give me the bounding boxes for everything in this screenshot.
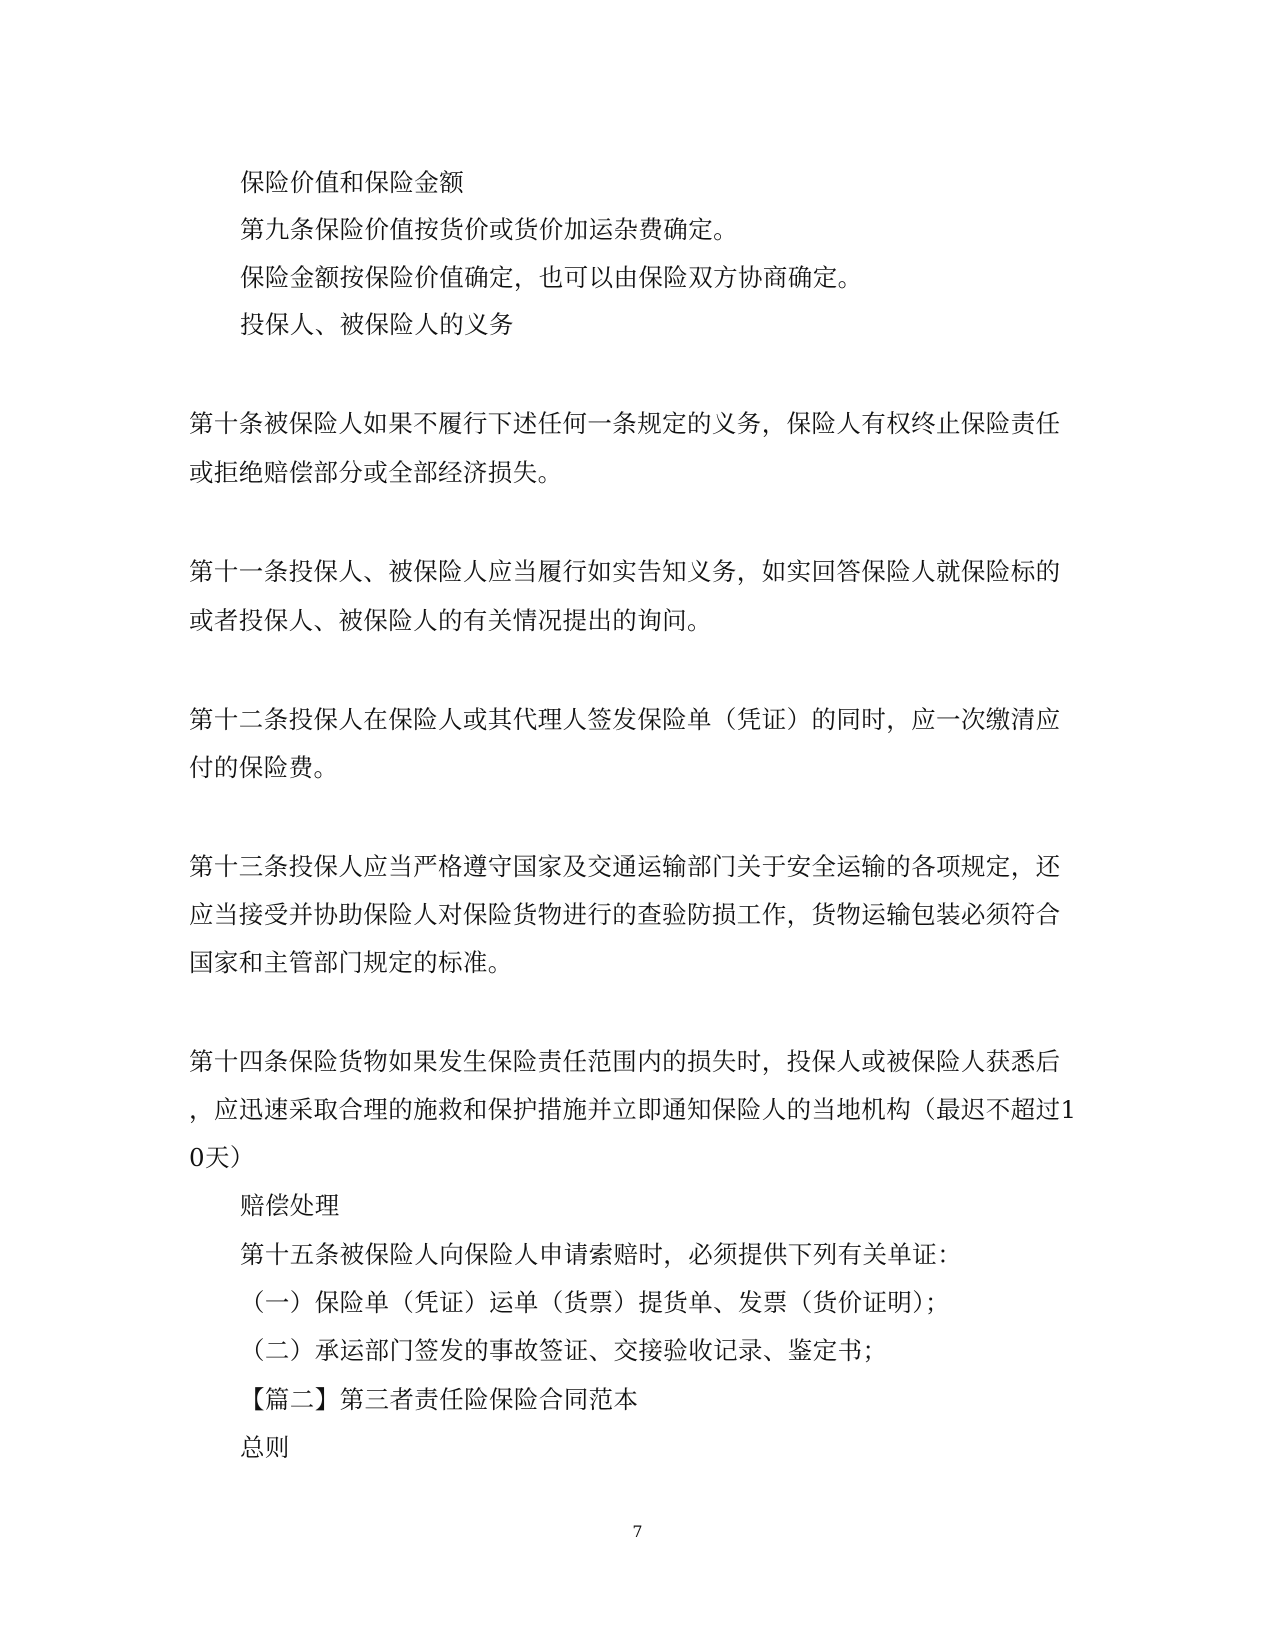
part-two-heading: 【篇二】第三者责任险保险合同范本 — [240, 1385, 639, 1414]
article-14-line-1: 第十四条保险货物如果发生保险责任范围内的损失时，投保人或被保险人获悉后 — [189, 1047, 1061, 1076]
page-number: 7 — [632, 1522, 643, 1541]
article-10-line-2: 或拒绝赔偿部分或全部经济损失。 — [189, 458, 563, 487]
article-15: 第十五条被保险人向保险人申请索赔时，必须提供下列有关单证： — [240, 1240, 963, 1269]
list-item-2: （二）承运部门签发的事故签证、交接验收记录、鉴定书； — [240, 1336, 888, 1365]
section-heading-duties: 投保人、被保险人的义务 — [240, 310, 514, 339]
article-9-line-2: 保险金额按保险价值确定，也可以由保险双方协商确定。 — [240, 263, 863, 292]
article-9-line-1: 第九条保险价值按货价或货价加运杂费确定。 — [240, 215, 738, 244]
article-13-line-3: 国家和主管部门规定的标准。 — [189, 948, 513, 977]
article-11-line-1: 第十一条投保人、被保险人应当履行如实告知义务，如实回答保险人就保险标的 — [189, 557, 1061, 586]
general-provisions-heading: 总则 — [240, 1433, 290, 1462]
article-14-line-3: 0天） — [189, 1143, 255, 1172]
article-10-line-1: 第十条被保险人如果不履行下述任何一条规定的义务，保险人有权终止保险责任 — [189, 409, 1061, 438]
article-13-line-2: 应当接受并协助保险人对保险货物进行的查验防损工作，货物运输包装必须符合 — [189, 900, 1061, 929]
article-14-line-2: ，应迅速采取合理的施救和保护措施并立即通知保险人的当地机构（最迟不超过1 — [189, 1095, 1077, 1124]
section-heading-claims: 赔偿处理 — [240, 1191, 340, 1220]
article-11-line-2: 或者投保人、被保险人的有关情况提出的询问。 — [189, 606, 712, 635]
section-heading-insured-value: 保险价值和保险金额 — [240, 168, 465, 197]
article-12-line-2: 付的保险费。 — [189, 753, 339, 782]
article-13-line-1: 第十三条投保人应当严格遵守国家及交通运输部门关于安全运输的各项规定，还 — [189, 852, 1061, 881]
list-item-1: （一）保险单（凭证）运单（货票）提货单、发票（货价证明）； — [240, 1288, 950, 1317]
article-12-line-1: 第十二条投保人在保险人或其代理人签发保险单（凭证）的同时，应一次缴清应 — [189, 705, 1061, 734]
